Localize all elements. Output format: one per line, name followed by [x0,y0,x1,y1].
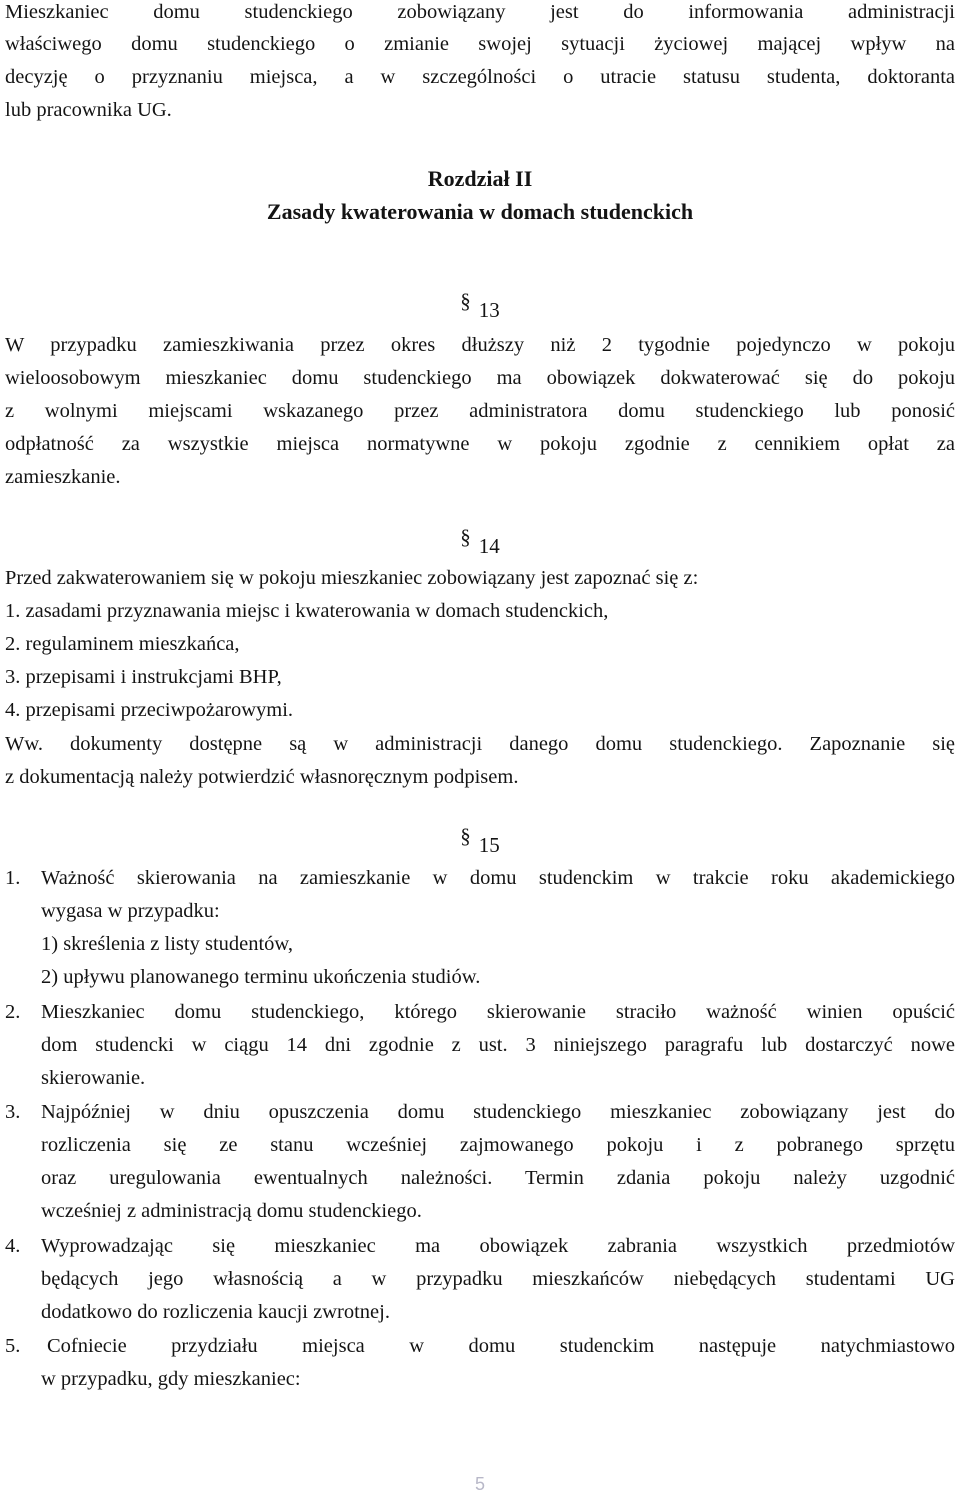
list-item: 4. przepisami przeciwpożarowymi. [5,699,294,721]
section-number: 14 [478,534,500,558]
body-line: Najpóźniej w dniu opuszczenia domu studenckiego mieszkaniec zobowiązany jest do [41,1101,955,1123]
section-number: 15 [478,833,500,857]
section-symbol: § [460,289,471,313]
sub-item: 2) upływu planowanego terminu ukończenia studiów. [41,966,481,988]
item-number: 4. [5,1235,21,1257]
section-symbol: § [460,824,471,848]
body-line: z wolnymi miejscami wskazanego przez administratora domu studenckiego lub ponosić [5,400,955,422]
body-line: w przypadku, gdy mieszkaniec: [41,1368,301,1390]
body-line: dom studencki w ciągu 14 dni zgodnie z ust. 3 niniejszego paragrafu lub dostarczyć nowe [41,1034,955,1056]
section-13-heading [0,289,960,324]
intro-line: lub pracownika UG. [5,99,172,121]
body-line: skierowanie. [41,1067,146,1089]
chapter-subtitle: Zasady kwaterowania w domach studenckich [266,199,694,224]
intro-line: decyzję o przyznaniu miejsca, a w szczególności o utracie statusu studenta, doktoranta [5,66,955,88]
body-line: oraz uregulowania ewentualnych należności. Termin zdania pokoju należy uzgodnić [41,1167,955,1189]
list-item: 1. zasadami przyznawania miejsc i kwaterowania w domach studenckich, [5,600,609,622]
section-number: 13 [478,298,500,322]
item-number: 2. [5,1001,21,1023]
body-line: będących jego własnością a w przypadku mieszkańców niebędących studentami UG [41,1268,955,1290]
sub-item: 1) skreślenia z listy studentów, [41,933,294,955]
body-line: wcześniej z administracją domu studenckiego. [41,1200,422,1222]
body-line: Ww. dokumenty dostępne są w administracji danego domu studenckiego. Zapoznanie się [5,733,955,755]
body-line: Cofniecie przydziału miejsca w domu studenckim następuje natychmiastowo [47,1335,955,1357]
body-line: Wyprowadzając się mieszkaniec ma obowiązek zabrania wszystkich przedmiotów [41,1235,955,1257]
body-line: zamieszkanie. [5,466,121,488]
list-item: 3. przepisami i instrukcjami BHP, [5,666,282,688]
body-line: Przed zakwaterowaniem się w pokoju mieszkaniec zobowiązany jest zapoznać się z: [5,567,699,589]
intro-line: właściwego domu studenckiego o zmianie swojej sytuacji życiowej mającej wpływ na [5,33,955,55]
chapter-title: Rozdział II [427,166,533,191]
section-15-heading [0,824,960,859]
item-number: 1. [5,867,21,889]
body-line: W przypadku zamieszkiwania przez okres dłuższy niż 2 tygodnie pojedynczo w pokoju [5,334,955,356]
item-number: 3. [5,1101,21,1123]
intro-line: Mieszkaniec domu studenckiego zobowiązany jest do informowania administracji [5,1,955,23]
section-14-heading [0,525,960,560]
list-item: 2. regulaminem mieszkańca, [5,633,240,655]
item-number: 5. [5,1335,21,1357]
body-line: dodatkowo do rozliczenia kaucji zwrotnej. [41,1301,390,1323]
body-line: Mieszkaniec domu studenckiego, którego skierowanie straciło ważność winien opuścić [41,1001,955,1023]
body-line: wieloosobowym mieszkaniec domu studenckiego ma obowiązek dokwaterować się do pokoju [5,367,955,389]
body-line: Ważność skierowania na zamieszkanie w domu studenckim w trakcie roku akademickiego [41,867,955,889]
page-number: 5 [474,1474,485,1494]
body-line: odpłatność za wszystkie miejsca normatywne w pokoju zgodnie z cennikiem opłat za [5,433,955,455]
body-line: wygasa w przypadku: [41,900,220,922]
body-line: rozliczenia się ze stanu wcześniej zajmowanego pokoju i z pobranego sprzętu [41,1134,955,1156]
section-symbol: § [460,525,471,549]
body-line: z dokumentacją należy potwierdzić własnoręcznym podpisem. [5,766,519,788]
